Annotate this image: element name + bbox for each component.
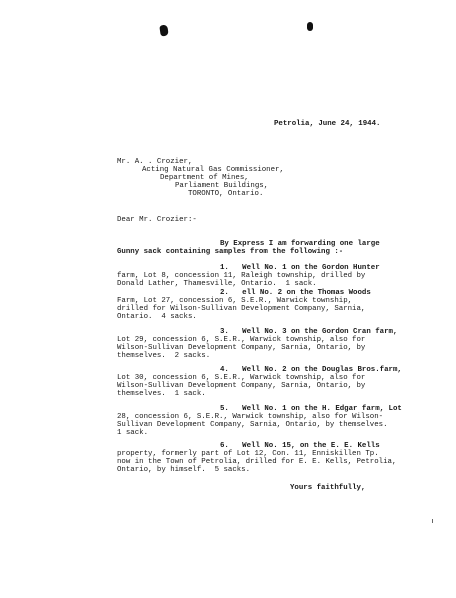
item-2-line-2: Farm, Lot 27, concession 6, S.E.R., Warwick township, (117, 297, 353, 305)
ink-speck (432, 519, 433, 523)
address-line-building: Parliament Buildings, (175, 182, 269, 190)
item-1-line-3: Donald Lather, Thamesville, Ontario. 1 sack. (117, 280, 317, 288)
item-3-line-2: Lot 29, concession 6, S.E.R., Warwick township, also for (117, 336, 366, 344)
item-4-line-2: Lot 30, concession 6, S.E.R., Warwick township, also for (117, 374, 366, 382)
letter-date: Petrolia, June 24, 1944. (274, 120, 381, 128)
address-line-city: TORONTO, Ontario. (188, 190, 264, 198)
punch-hole-left (159, 24, 168, 36)
item-5-line-4: 1 sack. (117, 429, 149, 437)
punch-hole-right (307, 22, 313, 31)
item-4-line-1: 4. Well No. 2 on the Douglas Bros.farm, (220, 366, 402, 374)
item-6-line-3: now in the Town of Petrolia, drilled for E. E. Kells, Petrolia, (117, 458, 397, 466)
item-1-line-1: 1. Well No. 1 on the Gordon Hunter (220, 264, 380, 272)
item-5-line-2: 28, concession 6, S.E.R., Warwick township, also for Wilson- (117, 413, 384, 421)
item-3-line-4: themselves. 2 sacks. (117, 352, 211, 360)
item-3-line-1: 3. Well No. 3 on the Gordon Cran farm, (220, 328, 398, 336)
item-2-line-1: 2. ell No. 2 on the Thomas Woods (220, 289, 371, 297)
item-6-line-2: property, formerly part of Lot 12, Con. 11, Enniskillen Tp. (117, 450, 379, 458)
address-line-department: Department of Mines, (160, 174, 249, 182)
item-6-line-1: 6. Well No. 15, on the E. E. Kells (220, 442, 380, 450)
address-line-name: Mr. A. . Crozier, (117, 158, 193, 166)
item-3-line-3: Wilson-Sullivan Development Company, Sarnia, Ontario, by (117, 344, 366, 352)
intro-line-2: Gunny sack containing samples from the following :- (117, 248, 344, 256)
item-5-line-3: Sullivan Development Company, Sarnia, Ontario, by themselves. (117, 421, 388, 429)
item-2-line-3: drilled for Wilson-Sullivan Development Company, Sarnia, (117, 305, 366, 313)
item-4-line-3: Wilson-Sullivan Development Company, Sarnia, Ontario, by (117, 382, 366, 390)
salutation: Dear Mr. Crozier:- (117, 216, 197, 224)
item-2-line-4: Ontario. 4 sacks. (117, 313, 197, 321)
closing: Yours faithfully, (290, 484, 366, 492)
item-1-line-2: farm, Lot 8, concession 11, Raleigh township, drilled by (117, 272, 366, 280)
address-line-title: Acting Natural Gas Commissioner, (142, 166, 284, 174)
item-4-line-4: themselves. 1 sack. (117, 390, 206, 398)
intro-line-1: By Express I am forwarding one large (220, 240, 380, 248)
item-6-line-4: Ontario, by himself. 5 sacks. (117, 466, 251, 474)
item-5-line-1: 5. Well No. 1 on the H. Edgar farm, Lot (220, 405, 402, 413)
